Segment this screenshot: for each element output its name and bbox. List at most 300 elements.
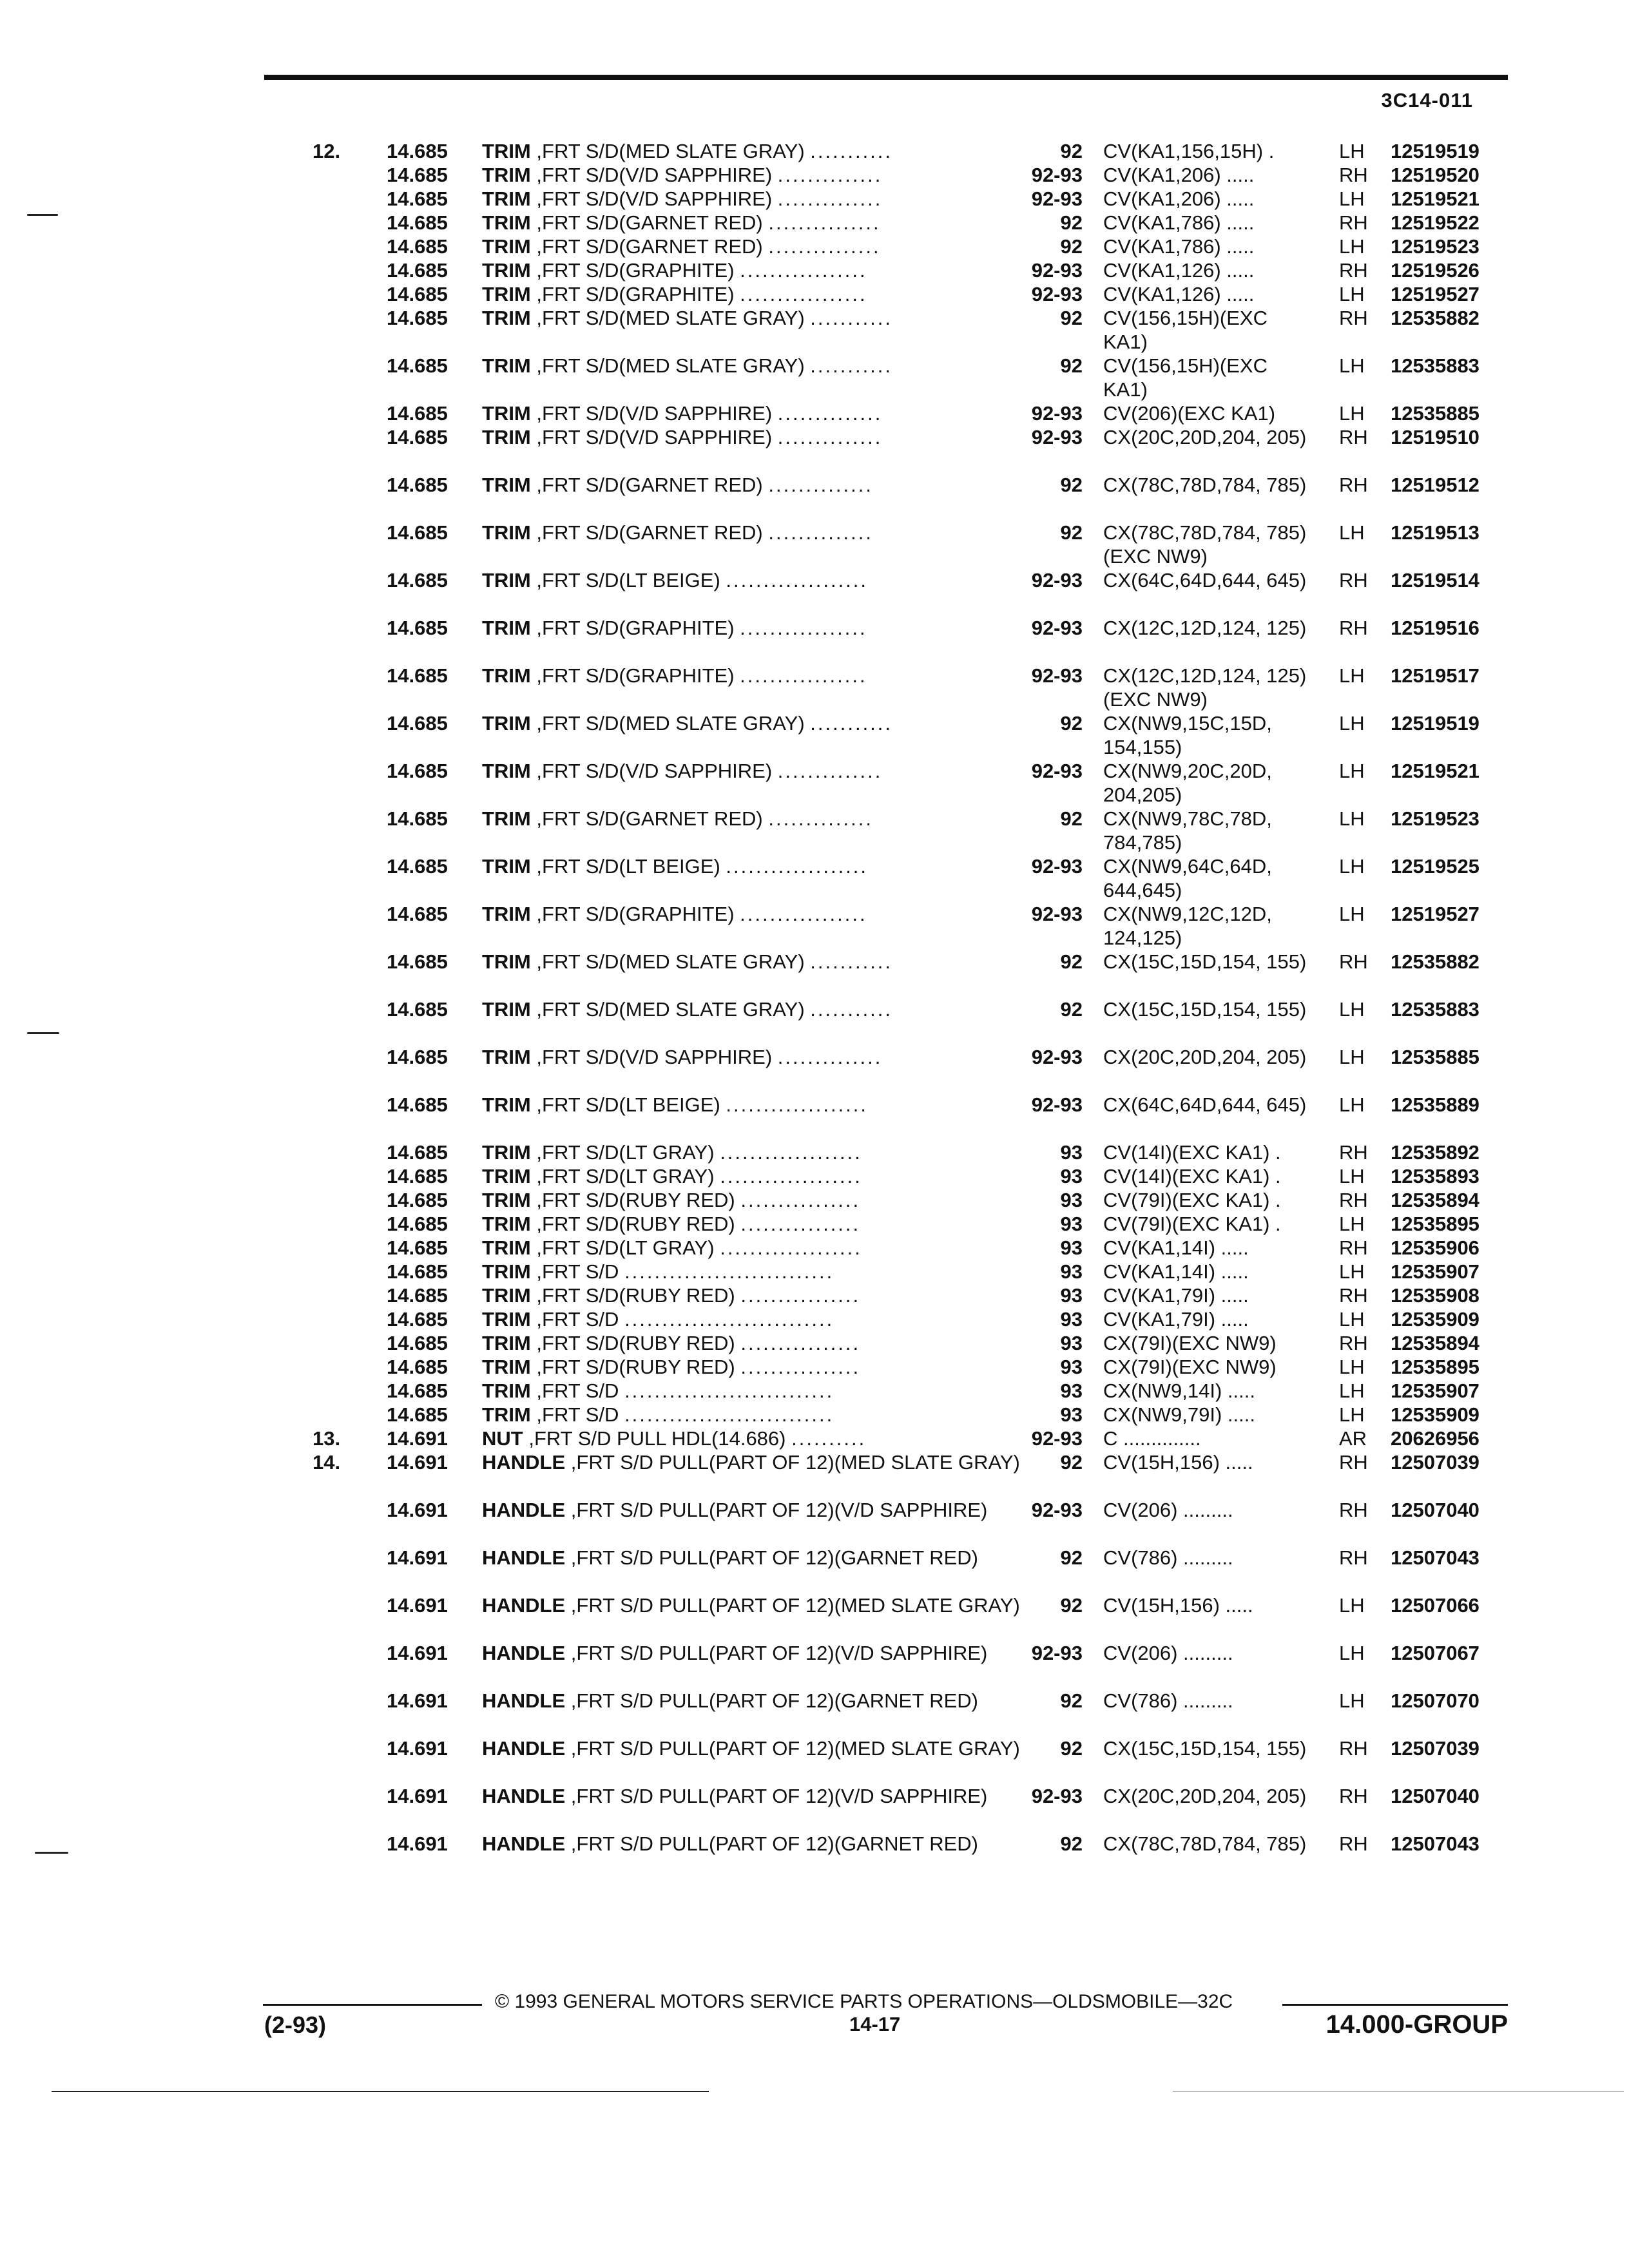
parts-row <box>0 1355 1629 1379</box>
part-number: 12535889 <box>1391 1093 1480 1116</box>
application: CX(78C,78D,784, 785)(EXC NW9) <box>1103 521 1307 568</box>
side: RH <box>1339 1451 1368 1474</box>
margin-mark <box>35 1852 68 1854</box>
part-keyword: HANDLE <box>482 1499 566 1521</box>
parts-row <box>0 521 1629 568</box>
part-detail: ,FRT S/D PULL(PART OF 12)(GARNET RED) <box>570 1689 978 1712</box>
leader-dots: .............. <box>777 187 883 210</box>
side: LH <box>1339 1260 1365 1283</box>
parts-row <box>0 1641 1629 1689</box>
part-keyword: TRIM <box>482 1046 531 1068</box>
part-number: 12535883 <box>1391 998 1480 1021</box>
group-number: 14.691 <box>387 1689 448 1712</box>
part-description <box>482 1164 1023 1188</box>
side: LH <box>1339 187 1365 210</box>
application: CX(NW9,12C,12D, 124,125) <box>1103 903 1272 949</box>
side: LH <box>1339 1594 1365 1617</box>
model-year: 92-93 <box>1031 760 1083 782</box>
part-detail: ,FRT S/D(MED SLATE GRAY) <box>536 140 805 162</box>
leader-dots: ........... <box>810 998 893 1021</box>
model-year: 92 <box>1060 807 1083 830</box>
model-year: 92-93 <box>1031 187 1083 210</box>
part-detail: ,FRT S/D PULL(PART OF 12)(GARNET RED) <box>570 1832 978 1855</box>
side: LH <box>1339 903 1365 925</box>
application: CX(79I)(EXC NW9) <box>1103 1356 1277 1378</box>
part-detail: ,FRT S/D PULL(PART OF 12)(GARNET RED) <box>570 1546 978 1569</box>
application: CV(156,15H)(EXC KA1) <box>1103 354 1268 401</box>
application: CV(KA1,14I) ..... <box>1103 1260 1249 1283</box>
group-number: 14.691 <box>387 1427 448 1450</box>
part-number: 12519510 <box>1391 426 1480 448</box>
parts-row <box>0 950 1629 997</box>
group-number: 14.685 <box>387 807 448 830</box>
part-detail: ,FRT S/D(GRAPHITE) <box>536 903 735 925</box>
model-year: 92 <box>1060 211 1083 234</box>
part-number: 12519522 <box>1391 211 1480 234</box>
leader-dots: ................... <box>720 1165 862 1187</box>
application: CX(20C,20D,204, 205) <box>1103 1046 1307 1068</box>
part-detail: ,FRT S/D(GRAPHITE) <box>536 283 735 305</box>
application: CV(KA1,126) ..... <box>1103 259 1255 282</box>
side: LH <box>1339 235 1365 258</box>
part-detail: ,FRT S/D(GARNET RED) <box>536 474 763 496</box>
side: LH <box>1339 998 1365 1021</box>
part-number: 12519520 <box>1391 164 1480 186</box>
footer-date: (2-93) <box>264 2012 327 2038</box>
leader-dots: ................ <box>740 1356 861 1378</box>
part-keyword: TRIM <box>482 1403 531 1426</box>
parts-row <box>0 759 1629 807</box>
model-year: 93 <box>1060 1213 1083 1235</box>
part-detail: ,FRT S/D(GRAPHITE) <box>536 259 735 282</box>
application: CV(KA1,79I) ..... <box>1103 1308 1249 1331</box>
model-year: 92 <box>1060 354 1083 377</box>
part-detail: ,FRT S/D <box>536 1403 619 1426</box>
model-year: 92 <box>1060 140 1083 162</box>
side: RH <box>1339 617 1368 639</box>
parts-row <box>0 1736 1629 1784</box>
part-description <box>482 1236 1023 1260</box>
application: CX(64C,64D,644, 645) <box>1103 569 1307 591</box>
side: RH <box>1339 1332 1368 1354</box>
group-number: 14.685 <box>387 1356 448 1378</box>
leader-dots: ................ <box>740 1213 861 1235</box>
leader-dots: .............. <box>768 521 873 544</box>
group-number: 14.691 <box>387 1737 448 1760</box>
part-detail: ,FRT S/D PULL HDL(14.686) <box>528 1427 786 1450</box>
leader-dots: ................ <box>740 1189 861 1211</box>
part-detail: ,FRT S/D(LT BEIGE) <box>536 569 720 591</box>
group-number: 14.685 <box>387 259 448 282</box>
model-year: 92 <box>1060 307 1083 329</box>
group-number: 14.685 <box>387 1236 448 1259</box>
application: CV(156,15H)(EXC KA1) <box>1103 307 1268 353</box>
part-description <box>482 473 1023 497</box>
parts-row <box>0 807 1629 854</box>
part-keyword: HANDLE <box>482 1594 566 1617</box>
header-rule <box>264 75 1508 80</box>
part-number: 12535907 <box>1391 1379 1480 1402</box>
part-number: 12507043 <box>1391 1832 1480 1855</box>
side: RH <box>1339 474 1368 496</box>
part-description <box>482 1450 1023 1474</box>
group-number: 14.685 <box>387 474 448 496</box>
parts-row <box>0 1379 1629 1403</box>
part-number: 12519513 <box>1391 521 1480 544</box>
part-number: 12535895 <box>1391 1356 1480 1378</box>
parts-row <box>0 163 1629 187</box>
part-number: 12519521 <box>1391 187 1480 210</box>
part-keyword: TRIM <box>482 1332 531 1354</box>
parts-row <box>0 1546 1629 1593</box>
part-keyword: TRIM <box>482 617 531 639</box>
model-year: 92 <box>1060 1689 1083 1712</box>
application: CX(NW9,78C,78D, 784,785) <box>1103 807 1272 854</box>
part-number: 12519523 <box>1391 235 1480 258</box>
part-detail: ,FRT S/D(RUBY RED) <box>536 1284 735 1307</box>
group-number: 14.691 <box>387 1785 448 1807</box>
part-keyword: TRIM <box>482 569 531 591</box>
part-description <box>482 354 1023 378</box>
side: RH <box>1339 211 1368 234</box>
part-description <box>482 139 1023 163</box>
side: LH <box>1339 1308 1365 1331</box>
model-year: 92 <box>1060 1546 1083 1569</box>
group-number: 14.685 <box>387 187 448 210</box>
part-description <box>482 902 1023 926</box>
part-description <box>482 187 1023 211</box>
side: RH <box>1339 1141 1368 1164</box>
part-description <box>482 401 1023 425</box>
side: LH <box>1339 1642 1365 1664</box>
part-detail: ,FRT S/D(RUBY RED) <box>536 1213 735 1235</box>
application: CX(64C,64D,644, 645) <box>1103 1093 1307 1116</box>
part-description <box>482 664 1023 687</box>
application: CX(79I)(EXC NW9) <box>1103 1332 1277 1354</box>
application: CV(79I)(EXC KA1) . <box>1103 1189 1281 1211</box>
model-year: 93 <box>1060 1332 1083 1354</box>
part-keyword: TRIM <box>482 140 531 162</box>
part-number: 12507066 <box>1391 1594 1480 1617</box>
parts-row <box>0 1188 1629 1212</box>
part-description <box>482 1593 1023 1617</box>
part-detail: ,FRT S/D(V/D SAPPHIRE) <box>536 426 773 448</box>
part-detail: ,FRT S/D(MED SLATE GRAY) <box>536 712 805 735</box>
parts-row <box>0 664 1629 711</box>
leader-dots: ................. <box>740 259 867 282</box>
parts-table <box>0 139 1629 1879</box>
group-number: 14.691 <box>387 1451 448 1474</box>
side: LH <box>1339 664 1365 687</box>
leader-dots: ............................ <box>624 1379 834 1402</box>
parts-row <box>0 282 1629 306</box>
part-keyword: TRIM <box>482 1236 531 1259</box>
leader-dots: ........... <box>810 140 893 162</box>
leader-dots: ............... <box>768 211 881 234</box>
leader-dots: ................... <box>720 1236 862 1259</box>
side: RH <box>1339 1189 1368 1211</box>
part-keyword: TRIM <box>482 664 531 687</box>
leader-dots: ................ <box>740 1284 861 1307</box>
group-number: 14.685 <box>387 426 448 448</box>
part-keyword: TRIM <box>482 1356 531 1378</box>
model-year: 92-93 <box>1031 855 1083 878</box>
part-description <box>482 568 1023 592</box>
model-year: 93 <box>1060 1284 1083 1307</box>
leader-dots: .............. <box>777 426 883 448</box>
part-detail: ,FRT S/D <box>536 1379 619 1402</box>
application: CV(15H,156) ..... <box>1103 1594 1253 1617</box>
leader-dots: ............................ <box>624 1308 834 1331</box>
parts-row <box>0 473 1629 521</box>
part-detail: ,FRT S/D <box>536 1260 619 1283</box>
part-number: 12507067 <box>1391 1642 1480 1664</box>
part-description <box>482 1832 1023 1856</box>
part-keyword: TRIM <box>482 474 531 496</box>
part-detail: ,FRT S/D <box>536 1308 619 1331</box>
model-year: 93 <box>1060 1403 1083 1426</box>
model-year: 92 <box>1060 1594 1083 1617</box>
parts-row <box>0 401 1629 425</box>
part-keyword: TRIM <box>482 1379 531 1402</box>
parts-row <box>0 711 1629 759</box>
side: RH <box>1339 950 1368 973</box>
part-keyword: HANDLE <box>482 1785 566 1807</box>
side: RH <box>1339 426 1368 448</box>
document-code: 3C14-011 <box>1381 89 1473 111</box>
group-number: 14.685 <box>387 1332 448 1354</box>
model-year: 93 <box>1060 1260 1083 1283</box>
group-number: 14.685 <box>387 1308 448 1331</box>
leader-dots: ........... <box>810 307 893 329</box>
model-year: 92 <box>1060 521 1083 544</box>
part-description <box>482 163 1023 187</box>
part-detail: ,FRT S/D(GRAPHITE) <box>536 617 735 639</box>
part-number: 12507040 <box>1391 1785 1480 1807</box>
part-number: 12519516 <box>1391 617 1480 639</box>
footer-group: 14.000-GROUP <box>1325 2010 1508 2039</box>
part-number: 12535909 <box>1391 1403 1480 1426</box>
part-keyword: HANDLE <box>482 1737 566 1760</box>
part-description <box>482 235 1023 258</box>
parts-row <box>0 1331 1629 1355</box>
part-number: 12519523 <box>1391 807 1480 830</box>
part-detail: ,FRT S/D(V/D SAPPHIRE) <box>536 164 773 186</box>
part-number: 12507070 <box>1391 1689 1480 1712</box>
margin-mark <box>27 214 58 216</box>
part-detail: ,FRT S/D(RUBY RED) <box>536 1332 735 1354</box>
model-year: 92-93 <box>1031 569 1083 591</box>
side: LH <box>1339 521 1365 544</box>
group-number: 14.685 <box>387 521 448 544</box>
group-number: 14.691 <box>387 1594 448 1617</box>
leader-dots: .............. <box>777 760 883 782</box>
side: RH <box>1339 1546 1368 1569</box>
part-detail: ,FRT S/D(LT GRAY) <box>536 1165 715 1187</box>
footer-page-number: 14-17 <box>849 2013 901 2035</box>
part-detail: ,FRT S/D PULL(PART OF 12)(V/D SAPPHIRE) <box>570 1785 988 1807</box>
parts-row <box>0 854 1629 902</box>
parts-row <box>0 997 1629 1045</box>
leader-dots: ................ <box>740 1332 861 1354</box>
group-number: 14.691 <box>387 1546 448 1569</box>
application: CV(KA1,786) ..... <box>1103 235 1255 258</box>
application: CX(78C,78D,784, 785) <box>1103 1832 1307 1855</box>
part-detail: ,FRT S/D(MED SLATE GRAY) <box>536 998 805 1021</box>
part-description <box>482 1260 1023 1283</box>
application: CV(15H,156) ..... <box>1103 1451 1253 1474</box>
part-keyword: TRIM <box>482 164 531 186</box>
part-description <box>482 1546 1023 1570</box>
part-detail: ,FRT S/D(MED SLATE GRAY) <box>536 307 805 329</box>
application: CV(14I)(EXC KA1) . <box>1103 1141 1281 1164</box>
parts-row <box>0 616 1629 664</box>
application: CX(NW9,20C,20D, 204,205) <box>1103 760 1272 806</box>
group-number: 14.685 <box>387 235 448 258</box>
part-keyword: TRIM <box>482 807 531 830</box>
group-number: 14.685 <box>387 402 448 425</box>
part-description <box>482 1379 1023 1403</box>
side: RH <box>1339 569 1368 591</box>
part-number: 12519517 <box>1391 664 1480 687</box>
application: CV(786) ......... <box>1103 1689 1233 1712</box>
leader-dots: ............................ <box>624 1260 834 1283</box>
part-detail: ,FRT S/D PULL(PART OF 12)(MED SLATE GRAY) <box>570 1451 1020 1474</box>
application: CX(78C,78D,784, 785) <box>1103 474 1307 496</box>
part-keyword: TRIM <box>482 1260 531 1283</box>
model-year: 93 <box>1060 1356 1083 1378</box>
parts-row <box>0 306 1629 354</box>
group-number: 14.685 <box>387 283 448 305</box>
parts-row <box>0 1403 1629 1427</box>
part-description <box>482 1427 1023 1450</box>
parts-row <box>0 1260 1629 1283</box>
model-year: 92-93 <box>1031 1046 1083 1068</box>
side: LH <box>1339 140 1365 162</box>
parts-row <box>0 1427 1629 1450</box>
leader-dots: ........... <box>810 354 893 377</box>
leader-dots: ............................ <box>624 1403 834 1426</box>
part-description <box>482 521 1023 544</box>
parts-row <box>0 187 1629 211</box>
part-number: 12535883 <box>1391 354 1480 377</box>
margin-mark <box>27 1032 59 1034</box>
group-number: 14.685 <box>387 1093 448 1116</box>
part-keyword: HANDLE <box>482 1689 566 1712</box>
part-detail: ,FRT S/D(GARNET RED) <box>536 211 763 234</box>
leader-dots: ................... <box>726 855 869 878</box>
part-keyword: HANDLE <box>482 1546 566 1569</box>
part-detail: ,FRT S/D PULL(PART OF 12)(MED SLATE GRAY) <box>570 1594 1020 1617</box>
group-number: 14.685 <box>387 1379 448 1402</box>
part-number: 12535882 <box>1391 307 1480 329</box>
model-year: 93 <box>1060 1141 1083 1164</box>
model-year: 93 <box>1060 1189 1083 1211</box>
part-number: 12535894 <box>1391 1332 1480 1354</box>
application: CV(KA1,786) ..... <box>1103 211 1255 234</box>
part-number: 12535895 <box>1391 1213 1480 1235</box>
model-year: 93 <box>1060 1379 1083 1402</box>
part-detail: ,FRT S/D(RUBY RED) <box>536 1356 735 1378</box>
part-number: 12535882 <box>1391 950 1480 973</box>
model-year: 92 <box>1060 474 1083 496</box>
part-keyword: TRIM <box>482 712 531 735</box>
part-detail: ,FRT S/D(V/D SAPPHIRE) <box>536 402 773 425</box>
parts-row <box>0 1498 1629 1546</box>
part-description <box>482 1212 1023 1236</box>
part-number: 20626956 <box>1391 1427 1480 1450</box>
part-detail: ,FRT S/D(LT BEIGE) <box>536 855 720 878</box>
leader-dots: ................... <box>726 1093 869 1116</box>
application: CV(206)(EXC KA1) <box>1103 402 1276 425</box>
part-detail: ,FRT S/D(V/D SAPPHIRE) <box>536 187 773 210</box>
group-number: 14.685 <box>387 1403 448 1426</box>
part-keyword: TRIM <box>482 1189 531 1211</box>
part-number: 12535906 <box>1391 1236 1480 1259</box>
leader-dots: .............. <box>777 164 883 186</box>
part-detail: ,FRT S/D(LT GRAY) <box>536 1141 715 1164</box>
part-keyword: TRIM <box>482 1093 531 1116</box>
leader-dots: ................... <box>720 1141 862 1164</box>
parts-row <box>0 568 1629 616</box>
part-description <box>482 211 1023 235</box>
group-number: 14.685 <box>387 855 448 878</box>
side: RH <box>1339 1832 1368 1855</box>
application: CX(20C,20D,204, 205) <box>1103 426 1307 448</box>
model-year: 93 <box>1060 1236 1083 1259</box>
part-description <box>482 306 1023 330</box>
part-description <box>482 282 1023 306</box>
side: RH <box>1339 259 1368 282</box>
part-detail: ,FRT S/D(RUBY RED) <box>536 1189 735 1211</box>
part-keyword: TRIM <box>482 903 531 925</box>
group-number: 14.685 <box>387 1141 448 1164</box>
part-keyword: HANDLE <box>482 1451 566 1474</box>
part-description <box>482 1045 1023 1069</box>
parts-row <box>0 1593 1629 1641</box>
side: LH <box>1339 712 1365 735</box>
parts-row <box>0 1212 1629 1236</box>
group-number: 14.685 <box>387 998 448 1021</box>
side: AR <box>1339 1427 1367 1450</box>
side: LH <box>1339 1356 1365 1378</box>
application: CX(20C,20D,204, 205) <box>1103 1785 1307 1807</box>
part-description <box>482 425 1023 449</box>
group-number: 14.685 <box>387 1213 448 1235</box>
side: LH <box>1339 402 1365 425</box>
side: LH <box>1339 354 1365 377</box>
model-year: 92 <box>1060 712 1083 735</box>
part-description <box>482 1689 1023 1713</box>
model-year: 92 <box>1060 1451 1083 1474</box>
part-number: 12535907 <box>1391 1260 1480 1283</box>
part-description <box>482 1736 1023 1760</box>
group-number: 14.685 <box>387 164 448 186</box>
model-year: 92-93 <box>1031 259 1083 282</box>
application: CX(15C,15D,154, 155) <box>1103 950 1307 973</box>
part-keyword: TRIM <box>482 1284 531 1307</box>
application: CV(KA1,14I) ..... <box>1103 1236 1249 1259</box>
side: LH <box>1339 760 1365 782</box>
model-year: 92 <box>1060 1737 1083 1760</box>
parts-row <box>0 1784 1629 1832</box>
part-detail: ,FRT S/D(LT GRAY) <box>536 1236 715 1259</box>
part-keyword: TRIM <box>482 283 531 305</box>
footer-rule-right <box>1282 2004 1508 2006</box>
part-detail: ,FRT S/D PULL(PART OF 12)(MED SLATE GRAY) <box>570 1737 1020 1760</box>
part-keyword: TRIM <box>482 259 531 282</box>
part-keyword: TRIM <box>482 760 531 782</box>
